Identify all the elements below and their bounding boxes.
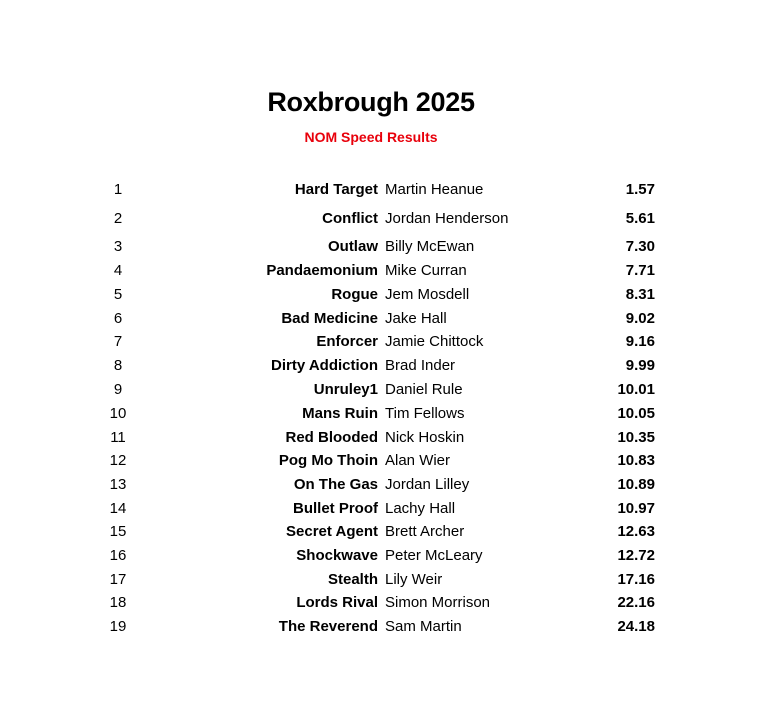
place-cell: 15 xyxy=(109,523,127,540)
boat-name-cell: Red Blooded xyxy=(285,429,378,446)
driver-name-cell: Daniel Rule xyxy=(385,381,463,398)
boat-name-cell: Bad Medicine xyxy=(281,310,378,327)
time-cell: 8.31 xyxy=(625,286,655,303)
time-cell: 10.83 xyxy=(617,452,655,469)
boat-name-cell: Dirty Addiction xyxy=(271,357,378,374)
place-cell: 10 xyxy=(109,405,127,422)
time-cell: 10.89 xyxy=(617,476,655,493)
table-row xyxy=(0,522,782,542)
place-cell: 2 xyxy=(113,210,123,227)
time-cell: 24.18 xyxy=(617,618,655,635)
place-cell: 3 xyxy=(113,238,123,255)
boat-name-cell: Hard Target xyxy=(294,181,378,198)
time-cell: 12.63 xyxy=(617,523,655,540)
place-cell: 7 xyxy=(113,333,123,350)
boat-name-cell: Pog Mo Thoin xyxy=(278,452,378,469)
place-cell: 9 xyxy=(113,381,123,398)
driver-name-cell: Jordan Lilley xyxy=(385,476,470,493)
place-cell: 14 xyxy=(109,500,127,517)
driver-name-cell: Simon Morrison xyxy=(385,594,491,611)
table-row xyxy=(0,180,782,200)
boat-name-cell: Lords Rival xyxy=(296,594,378,611)
time-cell: 7.30 xyxy=(625,238,655,255)
boat-name-cell: Outlaw xyxy=(327,238,378,255)
time-cell: 10.97 xyxy=(617,500,655,517)
time-cell: 17.16 xyxy=(617,571,655,588)
table-row xyxy=(0,451,782,471)
driver-name-cell: Alan Wier xyxy=(385,452,451,469)
driver-name-cell: Brett Archer xyxy=(385,523,465,540)
time-cell: 12.72 xyxy=(617,547,655,564)
table-row xyxy=(0,617,782,637)
place-cell: 19 xyxy=(109,618,127,635)
table-row xyxy=(0,356,782,376)
boat-name-cell: Stealth xyxy=(327,571,378,588)
time-cell: 10.05 xyxy=(617,405,655,422)
driver-name-cell: Sam Martin xyxy=(385,618,462,635)
time-cell: 1.57 xyxy=(625,181,655,198)
table-row xyxy=(0,261,782,281)
table-row xyxy=(0,546,782,566)
place-cell: 16 xyxy=(109,547,127,564)
place-cell: 8 xyxy=(113,357,123,374)
time-cell: 7.71 xyxy=(625,262,655,279)
table-row xyxy=(0,332,782,352)
place-cell: 12 xyxy=(109,452,127,469)
place-cell: 1 xyxy=(113,181,123,198)
driver-name-cell: Jamie Chittock xyxy=(385,333,484,350)
table-row xyxy=(0,404,782,424)
boat-name-cell: On The Gas xyxy=(293,476,378,493)
boat-name-cell: Secret Agent xyxy=(286,523,378,540)
table-row xyxy=(0,309,782,329)
table-row xyxy=(0,237,782,257)
driver-name-cell: Jem Mosdell xyxy=(385,286,470,303)
boat-name-cell: Shockwave xyxy=(296,547,378,564)
driver-name-cell: Nick Hoskin xyxy=(385,429,465,446)
driver-name-cell: Mike Curran xyxy=(385,262,467,279)
boat-name-cell: Rogue xyxy=(331,286,378,303)
table-row xyxy=(0,380,782,400)
boat-name-cell: Unruley1 xyxy=(313,381,378,398)
time-cell: 9.99 xyxy=(625,357,655,374)
place-cell: 4 xyxy=(113,262,123,279)
boat-name-cell: Enforcer xyxy=(316,333,378,350)
table-row xyxy=(0,593,782,613)
boat-name-cell: Pandaemonium xyxy=(266,262,378,279)
boat-name-cell: Mans Ruin xyxy=(302,405,378,422)
place-cell: 18 xyxy=(109,594,127,611)
driver-name-cell: Tim Fellows xyxy=(385,405,465,422)
table-row xyxy=(0,285,782,305)
driver-name-cell: Billy McEwan xyxy=(385,238,475,255)
driver-name-cell: Jake Hall xyxy=(385,310,447,327)
table-row xyxy=(0,570,782,590)
driver-name-cell: Brad Inder xyxy=(385,357,456,374)
place-cell: 5 xyxy=(113,286,123,303)
page-title: Roxbrough 2025 xyxy=(267,87,475,117)
table-row xyxy=(0,499,782,519)
driver-name-cell: Jordan Henderson xyxy=(385,210,509,227)
table-row xyxy=(0,209,782,229)
driver-name-cell: Lachy Hall xyxy=(385,500,456,517)
driver-name-cell: Peter McLeary xyxy=(385,547,483,564)
boat-name-cell: Conflict xyxy=(322,210,378,227)
place-cell: 13 xyxy=(109,476,127,493)
place-cell: 11 xyxy=(110,429,126,446)
boat-name-cell: The Reverend xyxy=(278,618,378,635)
place-cell: 6 xyxy=(113,310,123,327)
boat-name-cell: Bullet Proof xyxy=(293,500,378,517)
table-row xyxy=(0,475,782,495)
driver-name-cell: Lily Weir xyxy=(385,571,443,588)
page-subtitle: NOM Speed Results xyxy=(304,129,438,145)
time-cell: 9.02 xyxy=(625,310,655,327)
time-cell: 22.16 xyxy=(617,594,655,611)
place-cell: 17 xyxy=(109,571,127,588)
time-cell: 9.16 xyxy=(625,333,655,350)
table-row xyxy=(0,428,782,448)
time-cell: 10.01 xyxy=(617,381,655,398)
time-cell: 10.35 xyxy=(617,429,655,446)
driver-name-cell: Martin Heanue xyxy=(385,181,484,198)
time-cell: 5.61 xyxy=(625,210,655,227)
